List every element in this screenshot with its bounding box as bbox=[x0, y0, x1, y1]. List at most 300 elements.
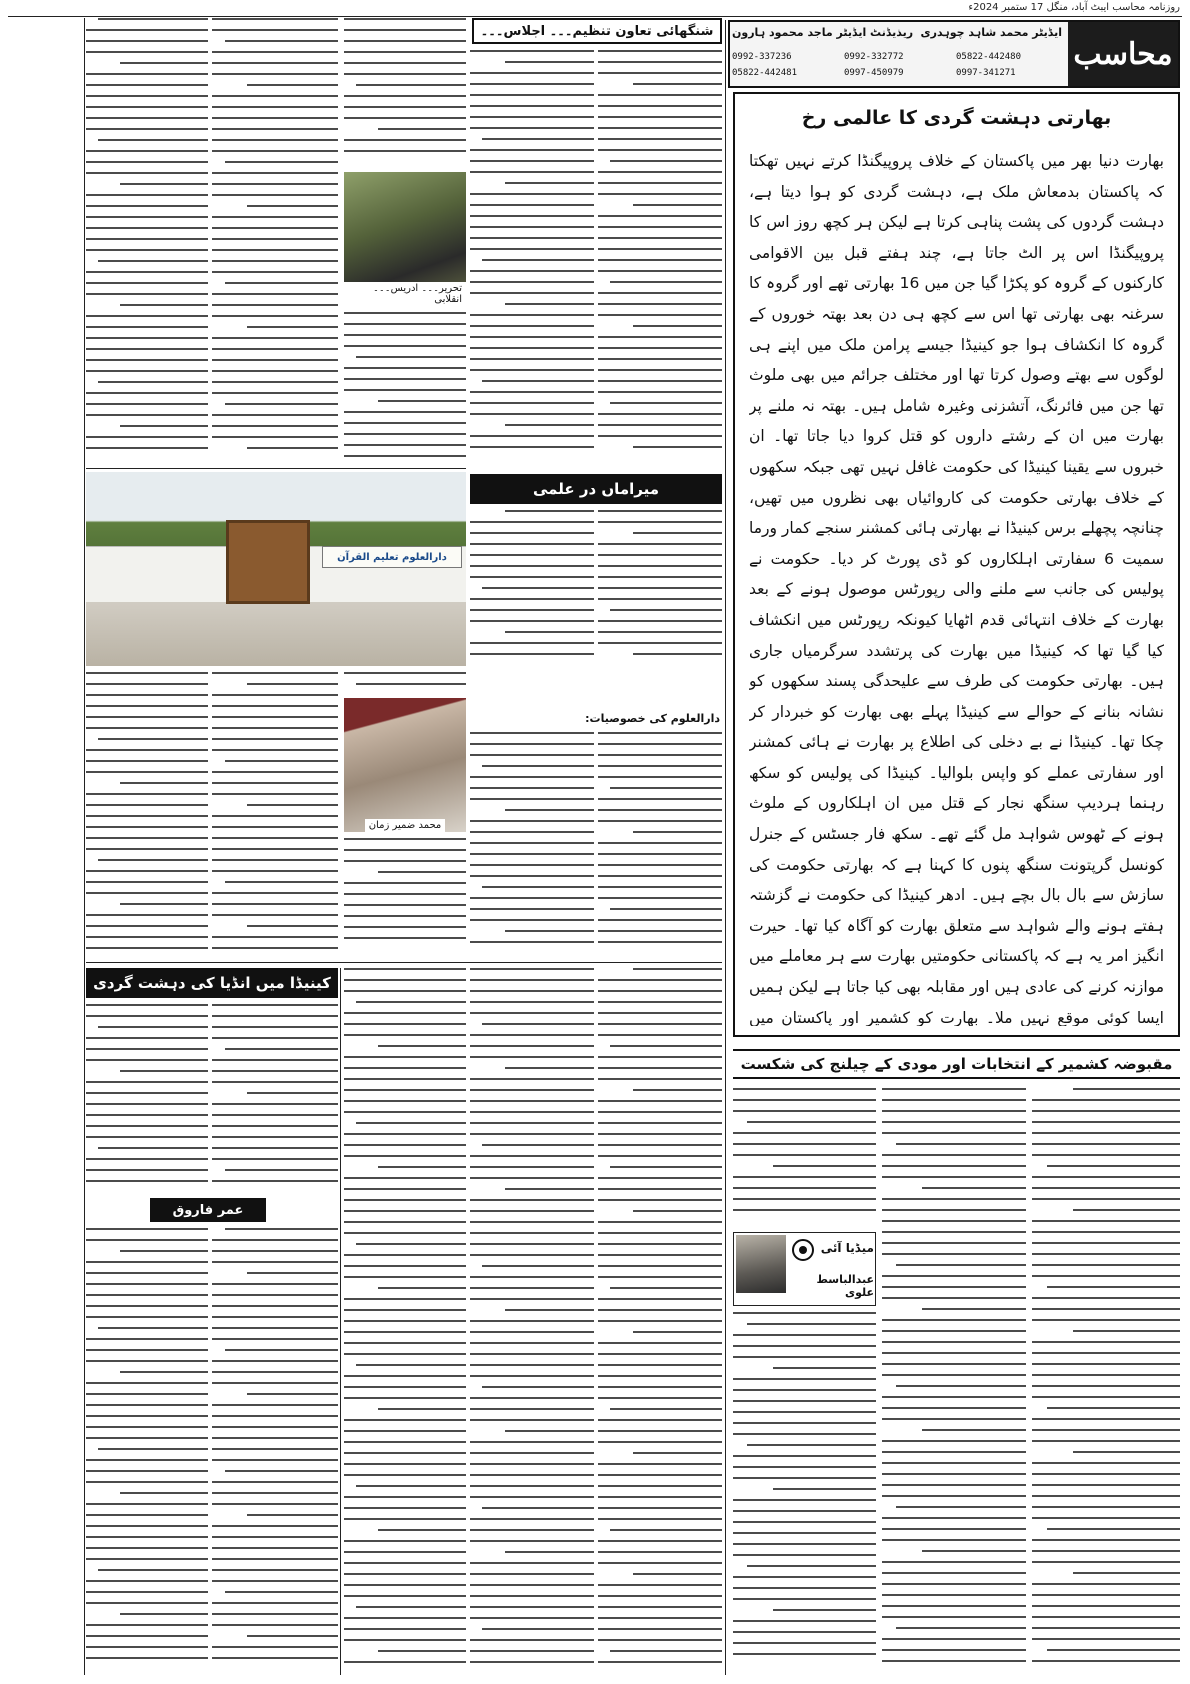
text-line bbox=[882, 1539, 1026, 1541]
text-line bbox=[212, 216, 338, 218]
text-line bbox=[1032, 1132, 1180, 1134]
text-line bbox=[86, 293, 208, 295]
text-line bbox=[86, 870, 208, 872]
text-line bbox=[1032, 1242, 1180, 1244]
text-line bbox=[212, 1338, 338, 1340]
text-line bbox=[598, 1265, 722, 1267]
text-line bbox=[120, 425, 208, 427]
canada-col-1a bbox=[212, 1004, 338, 1194]
text-line bbox=[212, 1059, 338, 1061]
text-line bbox=[598, 149, 722, 151]
text-line bbox=[378, 871, 466, 873]
text-line bbox=[86, 282, 208, 284]
text-line bbox=[598, 798, 722, 800]
text-line bbox=[212, 1037, 338, 1039]
text-line bbox=[470, 521, 594, 523]
text-line bbox=[120, 304, 208, 306]
text-line bbox=[747, 1121, 876, 1123]
text-line bbox=[470, 842, 594, 844]
text-line bbox=[212, 1492, 338, 1494]
text-line bbox=[86, 1360, 208, 1362]
top-rule bbox=[8, 16, 1182, 17]
text-line bbox=[212, 1646, 338, 1648]
text-line bbox=[598, 116, 722, 118]
text-line bbox=[344, 1320, 466, 1322]
text-line bbox=[1032, 1440, 1180, 1442]
text-line bbox=[86, 925, 208, 927]
text-line bbox=[86, 1228, 208, 1230]
text-line bbox=[344, 1342, 466, 1344]
text-line bbox=[598, 127, 722, 129]
kashmir-col-1 bbox=[1032, 1088, 1180, 1674]
text-line bbox=[470, 226, 594, 228]
text-line bbox=[733, 1187, 876, 1189]
text-line bbox=[212, 694, 338, 696]
text-line bbox=[633, 831, 722, 833]
text-line bbox=[344, 1474, 466, 1476]
text-line bbox=[344, 18, 466, 20]
text-line bbox=[470, 979, 594, 981]
text-line bbox=[633, 325, 722, 327]
text-line bbox=[598, 1661, 722, 1663]
text-line bbox=[598, 226, 722, 228]
center-bottom-col-2 bbox=[470, 968, 594, 1674]
editorial-box bbox=[733, 92, 1180, 1037]
text-line bbox=[225, 282, 338, 284]
text-line bbox=[598, 732, 722, 734]
text-line bbox=[86, 348, 208, 350]
text-line bbox=[896, 1627, 1026, 1629]
text-line bbox=[470, 292, 594, 294]
text-line bbox=[344, 1155, 466, 1157]
text-line bbox=[356, 683, 466, 685]
school-col-5 bbox=[344, 672, 466, 694]
text-line bbox=[86, 1316, 208, 1318]
text-line bbox=[86, 436, 208, 438]
text-line bbox=[86, 194, 208, 196]
text-line bbox=[344, 433, 466, 435]
text-line bbox=[598, 182, 722, 184]
text-line bbox=[86, 1081, 208, 1083]
text-line bbox=[212, 304, 338, 306]
text-line bbox=[86, 936, 208, 938]
center-bottom-col-1 bbox=[598, 968, 722, 1674]
text-line bbox=[470, 853, 594, 855]
text-line bbox=[482, 1023, 594, 1025]
text-line bbox=[212, 194, 338, 196]
text-line bbox=[610, 908, 722, 910]
text-line bbox=[212, 738, 338, 740]
text-line bbox=[212, 1382, 338, 1384]
text-line bbox=[470, 1155, 594, 1157]
text-line bbox=[882, 1154, 1026, 1156]
text-line bbox=[633, 968, 722, 970]
text-line bbox=[344, 1551, 466, 1553]
text-line bbox=[598, 347, 722, 349]
text-line bbox=[470, 435, 594, 437]
text-line bbox=[344, 1111, 466, 1113]
text-line bbox=[470, 941, 594, 943]
text-line bbox=[1032, 1605, 1180, 1607]
text-line bbox=[1032, 1506, 1180, 1508]
text-line bbox=[882, 1594, 1026, 1596]
text-line bbox=[482, 1386, 594, 1388]
text-line bbox=[344, 1100, 466, 1102]
text-line bbox=[212, 227, 338, 229]
text-line bbox=[773, 1165, 876, 1167]
text-line bbox=[470, 1408, 594, 1410]
text-line bbox=[598, 930, 722, 932]
text-line bbox=[98, 1026, 208, 1028]
text-line bbox=[344, 990, 466, 992]
text-line bbox=[598, 1463, 722, 1465]
text-line bbox=[470, 1210, 594, 1212]
text-line bbox=[86, 1426, 208, 1428]
text-line bbox=[598, 510, 722, 512]
text-line bbox=[344, 1232, 466, 1234]
text-line bbox=[470, 160, 594, 162]
text-line bbox=[733, 1543, 876, 1545]
tanzeem-title-bar bbox=[472, 18, 722, 44]
text-line bbox=[922, 1308, 1026, 1310]
text-line bbox=[610, 787, 722, 789]
text-line bbox=[882, 1242, 1026, 1244]
text-line bbox=[86, 793, 208, 795]
text-line bbox=[470, 94, 594, 96]
text-line bbox=[733, 1554, 876, 1556]
text-line bbox=[212, 51, 338, 53]
column-rule bbox=[725, 20, 726, 1675]
text-line bbox=[633, 204, 722, 206]
text-line bbox=[86, 694, 208, 696]
text-line bbox=[598, 1386, 722, 1388]
text-line bbox=[344, 1067, 466, 1069]
text-line bbox=[882, 1396, 1026, 1398]
text-line bbox=[247, 1514, 338, 1516]
text-line bbox=[1032, 1495, 1180, 1497]
text-line bbox=[598, 193, 722, 195]
text-line bbox=[86, 403, 208, 405]
text-line bbox=[470, 743, 594, 745]
text-line bbox=[598, 1111, 722, 1113]
text-line bbox=[86, 1059, 208, 1061]
text-line bbox=[470, 1221, 594, 1223]
text-line bbox=[733, 1587, 876, 1589]
text-line bbox=[344, 73, 466, 75]
text-line bbox=[922, 1187, 1026, 1189]
text-line bbox=[212, 826, 338, 828]
text-line bbox=[470, 1639, 594, 1641]
text-line bbox=[344, 444, 466, 446]
text-line bbox=[598, 391, 722, 393]
text-line bbox=[212, 348, 338, 350]
text-line bbox=[882, 1352, 1026, 1354]
text-line bbox=[598, 1562, 722, 1564]
text-line bbox=[470, 1419, 594, 1421]
text-line bbox=[86, 73, 208, 75]
text-line bbox=[344, 1518, 466, 1520]
text-line bbox=[470, 1034, 594, 1036]
text-line bbox=[598, 1133, 722, 1135]
text-line bbox=[344, 1188, 466, 1190]
text-line bbox=[1032, 1374, 1180, 1376]
text-line bbox=[882, 1462, 1026, 1464]
text-line bbox=[344, 1012, 466, 1014]
school-sign: دارالعلوم تعلیم القرآن bbox=[322, 546, 462, 568]
text-line bbox=[1032, 1473, 1180, 1475]
text-line bbox=[86, 1437, 208, 1439]
text-line bbox=[1073, 1088, 1180, 1090]
text-line bbox=[344, 323, 466, 325]
text-line bbox=[470, 1276, 594, 1278]
text-line bbox=[247, 326, 338, 328]
text-line bbox=[598, 1342, 722, 1344]
text-line bbox=[98, 1147, 208, 1149]
text-line bbox=[212, 249, 338, 251]
text-line bbox=[344, 893, 466, 895]
text-line bbox=[470, 787, 594, 789]
text-line bbox=[598, 1254, 722, 1256]
text-line bbox=[86, 84, 208, 86]
text-line bbox=[598, 1639, 722, 1641]
text-line bbox=[733, 1110, 876, 1112]
text-line bbox=[598, 941, 722, 943]
text-line bbox=[482, 587, 594, 589]
text-line bbox=[344, 1419, 466, 1421]
text-line bbox=[505, 1551, 594, 1553]
text-line bbox=[86, 683, 208, 685]
text-line bbox=[733, 1389, 876, 1391]
text-line bbox=[598, 248, 722, 250]
text-line bbox=[470, 270, 594, 272]
text-line bbox=[733, 1356, 876, 1358]
text-line bbox=[598, 642, 722, 644]
text-line bbox=[212, 903, 338, 905]
text-line bbox=[882, 1495, 1026, 1497]
text-line bbox=[344, 904, 466, 906]
resident-editor-credit: ریذیڈنٹ ایڈیٹر ماجد محمود ہارون bbox=[732, 26, 914, 39]
phone-number: 0997-450979 bbox=[844, 68, 904, 78]
text-line bbox=[896, 1143, 1026, 1145]
text-line bbox=[598, 1474, 722, 1476]
text-line bbox=[733, 1209, 876, 1211]
text-line bbox=[470, 1540, 594, 1542]
text-line bbox=[212, 1136, 338, 1138]
text-line bbox=[470, 1397, 594, 1399]
school-features-heading: دارالعلوم کی خصوصیات: bbox=[585, 712, 720, 725]
text-line bbox=[1032, 1396, 1180, 1398]
text-line bbox=[356, 356, 466, 358]
text-line bbox=[1032, 1583, 1180, 1585]
text-line bbox=[882, 1616, 1026, 1618]
text-line bbox=[1032, 1264, 1180, 1266]
text-line bbox=[633, 653, 722, 655]
text-line bbox=[212, 749, 338, 751]
text-line bbox=[470, 609, 594, 611]
text-line bbox=[344, 150, 466, 152]
text-line bbox=[470, 1133, 594, 1135]
text-line bbox=[344, 1540, 466, 1542]
canada-col-2b bbox=[86, 1228, 208, 1674]
text-line bbox=[505, 1309, 594, 1311]
text-line bbox=[598, 314, 722, 316]
text-line bbox=[598, 380, 722, 382]
text-line bbox=[212, 1015, 338, 1017]
text-line bbox=[470, 1353, 594, 1355]
text-line bbox=[356, 1122, 466, 1124]
tanzeem-col-1 bbox=[598, 50, 722, 466]
text-line bbox=[344, 378, 466, 380]
text-line bbox=[212, 1371, 338, 1373]
text-line bbox=[482, 886, 594, 888]
text-line bbox=[212, 1360, 338, 1362]
text-line bbox=[212, 1481, 338, 1483]
text-line bbox=[378, 1287, 466, 1289]
text-line bbox=[598, 554, 722, 556]
text-line bbox=[344, 1199, 466, 1201]
text-line bbox=[344, 926, 466, 928]
text-line bbox=[882, 1231, 1026, 1233]
text-line bbox=[598, 979, 722, 981]
text-line bbox=[633, 1210, 722, 1212]
text-line bbox=[86, 1503, 208, 1505]
text-line bbox=[470, 798, 594, 800]
text-line bbox=[86, 1305, 208, 1307]
text-line bbox=[470, 204, 594, 206]
text-line bbox=[470, 831, 594, 833]
text-line bbox=[598, 1628, 722, 1630]
frame-rule-left bbox=[84, 18, 85, 1675]
text-line bbox=[598, 1595, 722, 1597]
text-line bbox=[598, 1485, 722, 1487]
text-line bbox=[470, 369, 594, 371]
text-line bbox=[212, 1070, 338, 1072]
text-line bbox=[482, 380, 594, 382]
text-line bbox=[1032, 1363, 1180, 1365]
text-line bbox=[1047, 1649, 1180, 1651]
text-line bbox=[344, 1375, 466, 1377]
text-line bbox=[1032, 1275, 1180, 1277]
text-line bbox=[470, 1562, 594, 1564]
text-line bbox=[344, 1144, 466, 1146]
text-line bbox=[598, 1144, 722, 1146]
text-line bbox=[86, 392, 208, 394]
text-line bbox=[344, 139, 466, 141]
text-line bbox=[470, 1496, 594, 1498]
text-line bbox=[1032, 1198, 1180, 1200]
text-line bbox=[1032, 1143, 1180, 1145]
text-line bbox=[470, 127, 594, 129]
text-line bbox=[733, 1088, 876, 1090]
text-line bbox=[212, 1026, 338, 1028]
text-line bbox=[470, 1617, 594, 1619]
canada-title: کینیڈا میں انڈیا کی دہشت گردی bbox=[86, 968, 338, 998]
text-line bbox=[86, 1646, 208, 1648]
text-line bbox=[733, 1477, 876, 1479]
text-line bbox=[598, 1188, 722, 1190]
text-line bbox=[598, 1056, 722, 1058]
text-line bbox=[86, 51, 208, 53]
text-line bbox=[598, 138, 722, 140]
text-line bbox=[212, 1158, 338, 1160]
text-line bbox=[212, 1239, 338, 1241]
masthead-phones bbox=[732, 52, 1062, 82]
text-line bbox=[86, 1169, 208, 1171]
text-line bbox=[598, 105, 722, 107]
text-line bbox=[482, 1628, 594, 1630]
text-line bbox=[598, 1617, 722, 1619]
school-title: میراماں در علمی bbox=[470, 474, 722, 504]
text-line bbox=[598, 1375, 722, 1377]
text-line bbox=[1032, 1418, 1180, 1420]
text-line bbox=[344, 1628, 466, 1630]
text-line bbox=[470, 1474, 594, 1476]
text-line bbox=[344, 455, 466, 457]
text-line bbox=[633, 83, 722, 85]
text-line bbox=[344, 1298, 466, 1300]
text-line bbox=[482, 1507, 594, 1509]
text-line bbox=[882, 1649, 1026, 1651]
text-line bbox=[470, 1518, 594, 1520]
text-line bbox=[773, 1488, 876, 1490]
text-line bbox=[482, 1265, 594, 1267]
text-line bbox=[86, 705, 208, 707]
text-line bbox=[225, 881, 338, 883]
text-line bbox=[344, 345, 466, 347]
text-line bbox=[86, 749, 208, 751]
text-line bbox=[212, 947, 338, 949]
canada-author: عمر فاروق bbox=[150, 1198, 266, 1222]
text-line bbox=[212, 1294, 338, 1296]
text-line bbox=[598, 50, 722, 52]
text-line bbox=[344, 915, 466, 917]
text-line bbox=[344, 62, 466, 64]
text-line bbox=[212, 95, 338, 97]
masthead-logo: محاسب bbox=[1068, 22, 1178, 86]
text-line bbox=[344, 51, 466, 53]
text-line bbox=[733, 1631, 876, 1633]
text-line bbox=[733, 1433, 876, 1435]
text-line bbox=[598, 1584, 722, 1586]
text-line bbox=[598, 424, 722, 426]
text-line bbox=[470, 1331, 594, 1333]
text-line bbox=[212, 1558, 338, 1560]
text-line bbox=[470, 325, 594, 327]
text-line bbox=[86, 1004, 208, 1006]
text-line bbox=[344, 1573, 466, 1575]
text-line bbox=[86, 227, 208, 229]
left-top-rule bbox=[86, 468, 466, 469]
text-line bbox=[1032, 1099, 1180, 1101]
text-line bbox=[120, 1070, 208, 1072]
text-line bbox=[344, 1463, 466, 1465]
text-line bbox=[98, 738, 208, 740]
text-line bbox=[598, 743, 722, 745]
text-line bbox=[733, 1176, 876, 1178]
text-line bbox=[598, 1320, 722, 1322]
text-line bbox=[86, 1591, 208, 1593]
text-line bbox=[505, 510, 594, 512]
kashmir-col-2 bbox=[882, 1088, 1026, 1674]
text-line bbox=[344, 334, 466, 336]
text-line bbox=[882, 1209, 1026, 1211]
text-line bbox=[86, 326, 208, 328]
text-line bbox=[86, 914, 208, 916]
text-line bbox=[470, 642, 594, 644]
text-line bbox=[598, 1309, 722, 1311]
text-line bbox=[212, 1081, 338, 1083]
frame-rule-center bbox=[340, 968, 341, 1675]
